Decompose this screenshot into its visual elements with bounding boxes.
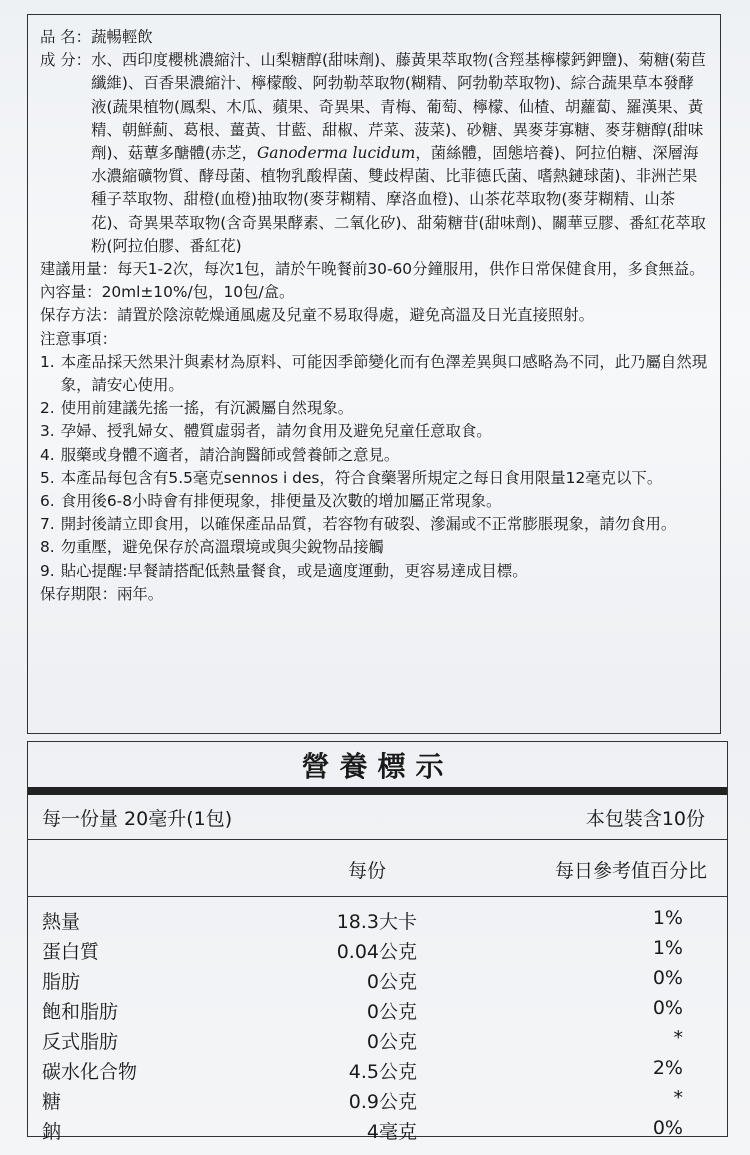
ingredients-latin-name: Ganoderma lucidum [257,144,416,163]
nutrient-daily-value: 1% [652,907,683,929]
nutrient-amount: 0公克 [366,1031,417,1053]
nutrient-amount: 4.5公克 [348,1061,417,1083]
notes-list [40,351,708,583]
note-number: 4. [40,445,55,464]
daily-value-header: 每日參考值百分比 [554,860,707,882]
nutrient-daily-value: 2% [652,1057,683,1079]
ingredients-row [40,49,708,258]
per-serving-header: 每份 [348,860,387,882]
note-text: 服藥或身體不適者，請洽詢醫師或營養師之意見。 [60,445,400,464]
nutrient-amount: 0公克 [366,971,417,993]
note-number: 3. [40,422,55,441]
nutrient-name: 鈉 [42,1121,62,1143]
nutrient-amount: 4毫克 [366,1121,417,1143]
nutrient-name: 脂肪 [42,971,81,993]
note-text: 孕婦、授乳婦女、體質虛弱者，請勿食用及避免兒童任意取食。 [60,422,492,441]
note-item [40,513,708,536]
product-name-row [40,26,708,49]
note-item [40,351,708,397]
product-label-box [27,14,721,734]
note-item [40,560,708,583]
nutrient-name: 蛋白質 [42,941,100,963]
note-item [40,397,708,420]
note-number: 1. [40,352,55,371]
nutrition-row [28,1025,727,1055]
note-item [40,444,708,467]
serving-size: 每一份量 20毫升(1包) [42,807,233,830]
note-text: 開封後請立即食用，以確保產品品質，若容物有破裂、滲漏或不正常膨脹現象，請勿食用。 [60,515,677,534]
nutrition-rows [28,897,727,1145]
product-name-value: 蔬暢輕飲 [91,28,153,46]
note-number: 8. [40,538,55,557]
ingredients-label: 成 分： [40,51,92,70]
nutrient-daily-value: * [673,1087,683,1109]
nutrient-amount: 0公克 [366,1001,417,1023]
note-item [40,467,708,490]
nutrition-row [28,1085,727,1115]
nutrition-title: 營養標示 [28,742,727,795]
note-number: 2. [40,399,55,418]
product-name-label: 品 名： [40,28,92,46]
nutrition-row [28,1115,727,1145]
servings-per-pack: 本包裝含10份 [585,807,705,830]
expiry-line: 保存期限：兩年。 [40,584,164,603]
note-number: 9. [40,561,55,580]
nutrient-daily-value: 1% [652,937,683,959]
nutrient-name: 碳水化合物 [42,1061,138,1083]
nutrient-daily-value: 0% [652,967,683,989]
note-text: 本產品採天然果汁與素材為原料、可能因季節變化而有色澤差異與口感略為不同，此乃屬自然現象，請安心使用。 [60,352,708,395]
nutrient-name: 飽和脂肪 [42,1001,119,1023]
note-number: 7. [40,515,55,534]
note-item [40,490,708,513]
nutrient-amount: 18.3大卡 [336,911,417,933]
storage-line: 保存方法：請置於陰涼乾燥通風處及兒童不易取得處，避免高溫及日光直接照射。 [40,306,595,325]
ingredients-text-1: 水、西印度櫻桃濃縮汁、山梨糖醇(甜味劑)、藤黃果萃取物(含羥基檸檬鈣鉀鹽)、菊糖(菊苣纖維)、百香果濃縮汁、檸檬酸、阿勃勒萃取物(糊精、阿勃勒萃取物)、綜合蔬果草本發酵液(蔬果植物(鳳梨、木瓜、蘋果、奇異果、青梅、葡萄、檸檬、仙楂、胡蘿蔔、羅漢果、黃精、朝鮮薊、葛根、薑黃、甘藍、甜椒、芹菜、菠菜)、砂糖、異麥芽寡糖、麥芽糖醇(甜味劑)、菇蕈多醣體(赤芝， [91,51,706,163]
notes-title: 注意事項： [40,329,117,348]
nutrient-name: 反式脂肪 [42,1031,119,1053]
nutrient-daily-value: 0% [652,997,683,1019]
nutrition-row [28,1055,727,1085]
nutrition-row [28,935,727,965]
nutrient-daily-value: * [673,1027,683,1049]
ingredients-text-2: ，菌絲體，固態培養)、阿拉伯糖、深層海水濃縮礦物質、酵母菌、植物乳酸桿菌、雙歧桿菌、比菲德氏菌、嗜熱鏈球菌)、非洲芒果種子萃取物、甜橙(血橙)抽取物(麥芽糊精、摩洛血橙)、山茶花萃取物(麥芽糊精、山茶花)、奇異果萃取物(含奇異果酵素、二氧化矽)、甜菊糖苷(甜味劑)、關華豆膠、番紅花萃取粉(阿拉伯膠、番紅花) [91,144,706,255]
usage-label: 建議用量： [40,260,117,279]
note-item [40,536,708,559]
nutrient-amount: 0.04公克 [336,941,417,963]
serving-info [28,795,727,840]
nutrition-header-row [28,840,727,897]
nutrient-name: 糖 [42,1091,62,1113]
usage-row [40,258,708,281]
note-text: 貼心提醒:早餐請搭配低熱量餐食，或是適度運動，更容易達成目標。 [60,561,528,580]
nutrient-name: 熱量 [42,911,81,933]
note-text: 本產品每包含有5.5毫克sennos i des，符合食藥署所規定之每日食用限量12毫克以下。 [60,468,663,487]
nutrition-row [28,905,727,935]
usage-value: 每天1-2次，每次1包，請於午晚餐前30-60分鐘服用，供作日常保健食用，多食無益。 [116,260,705,279]
nutrition-facts-table [27,741,728,1143]
nutrient-daily-value: 0% [652,1117,683,1139]
note-item [40,420,708,443]
ingredients-value [91,49,708,258]
nutrition-row [28,965,727,995]
note-text: 勿重壓，避免保存於高溫環境或與尖銳物品接觸 [60,538,384,557]
note-text: 食用後6-8小時會有排便現象，排便量及次數的增加屬正常現象。 [60,492,502,511]
content-line: 內容量：20ml±10%/包，10包/盒。 [40,283,295,302]
note-number: 6. [40,492,55,511]
note-text: 使用前建議先搖一搖，有沉澱屬自然現象。 [60,399,354,418]
note-number: 5. [40,468,55,487]
nutrition-row [28,995,727,1025]
nutrient-amount: 0.9公克 [348,1091,417,1113]
